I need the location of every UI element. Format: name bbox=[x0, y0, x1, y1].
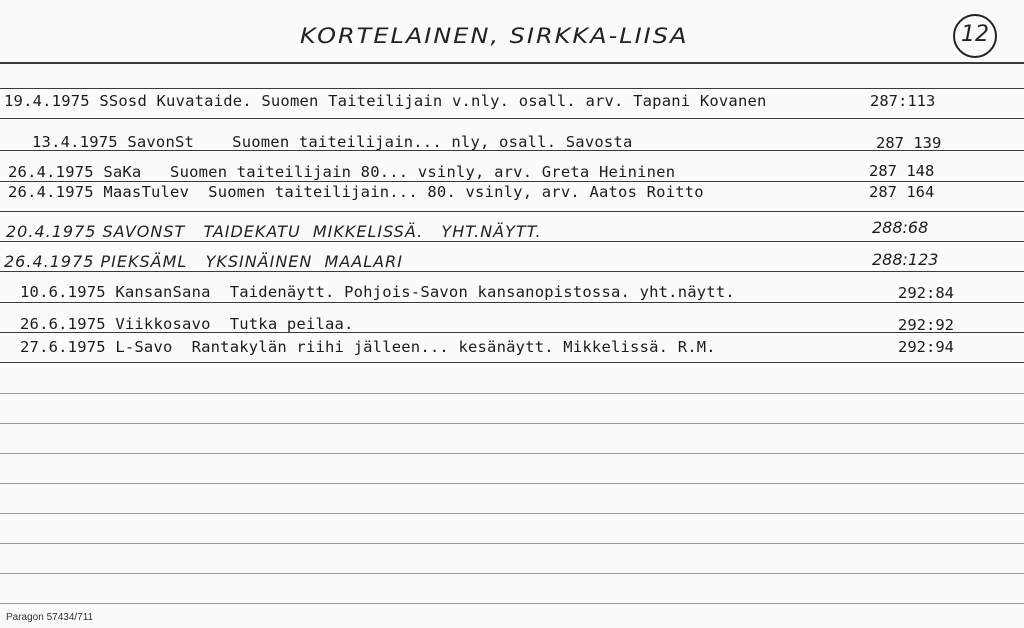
entry-text: 26.4.1975 SaKa Suomen taiteilijain 80... vsinly, arv. Greta Heininen bbox=[8, 163, 676, 181]
entry-text: 27.6.1975 L-Savo Rantakylän riihi jälleen... kesänäytt. Mikkelissä. R.M. bbox=[20, 338, 716, 356]
card-footer: Paragon 57434/711 bbox=[6, 612, 94, 623]
entry-text: 26.4.1975 MaasTulev Suomen taiteilijain... 80. vsinly, arv. Aatos Roitto bbox=[8, 183, 704, 201]
entry-reference: 292:84 bbox=[898, 284, 954, 302]
card-header bbox=[0, 0, 1024, 62]
entry-reference: 292:94 bbox=[898, 338, 954, 356]
ruled-line bbox=[0, 423, 1024, 424]
entry-text: 10.6.1975 KansanSana Taidenäytt. Pohjois-Savon kansanopistossa. yht.näytt. bbox=[20, 283, 735, 301]
card-title: KORTELAINEN, SIRKKA-LIISA bbox=[300, 23, 689, 49]
entry-reference-handwritten: 288:123 bbox=[872, 250, 939, 269]
entry-reference: 287 139 bbox=[876, 134, 942, 152]
entry-reference-handwritten: 288:68 bbox=[872, 218, 929, 237]
entry-text: 13.4.1975 SavonSt Suomen taiteilijain... nly, osall. Savosta bbox=[32, 133, 633, 151]
ruled-line bbox=[0, 483, 1024, 484]
entry-text-handwritten: 26.4.1975 PIEKSÄML YKSINÄINEN MAALARI bbox=[4, 252, 403, 271]
ruled-line bbox=[0, 88, 1024, 89]
ruled-line bbox=[0, 603, 1024, 604]
entry-text: 26.6.1975 Viikkosavo Tutka peilaa. bbox=[20, 315, 354, 333]
page-number: 12 bbox=[953, 14, 997, 58]
ruled-line bbox=[0, 362, 1024, 363]
ruled-line bbox=[0, 543, 1024, 544]
ruled-line bbox=[0, 181, 1024, 182]
ruled-line bbox=[0, 302, 1024, 303]
ruled-line bbox=[0, 453, 1024, 454]
ruled-line bbox=[0, 241, 1024, 242]
ruled-line bbox=[0, 211, 1024, 212]
entry-reference: 287:113 bbox=[870, 92, 936, 110]
ruled-line bbox=[0, 513, 1024, 514]
faint-scribble bbox=[815, 18, 935, 40]
header-rule bbox=[0, 62, 1024, 64]
ruled-line bbox=[0, 573, 1024, 574]
entry-text-handwritten: 20.4.1975 SAVONST TAIDEKATU MIKKELISSÄ. YHT.NÄYTT. bbox=[6, 222, 542, 241]
entry-reference: 292:92 bbox=[898, 316, 954, 334]
entry-reference: 287 164 bbox=[869, 183, 935, 201]
entry-text: 19.4.1975 SSosd Kuvataide. Suomen Taiteilijain v.nly. osall. arv. Tapani Kovanen bbox=[4, 92, 767, 110]
entry-reference: 287 148 bbox=[869, 162, 935, 180]
ruled-line bbox=[0, 271, 1024, 272]
ruled-line bbox=[0, 118, 1024, 119]
ruled-line bbox=[0, 393, 1024, 394]
